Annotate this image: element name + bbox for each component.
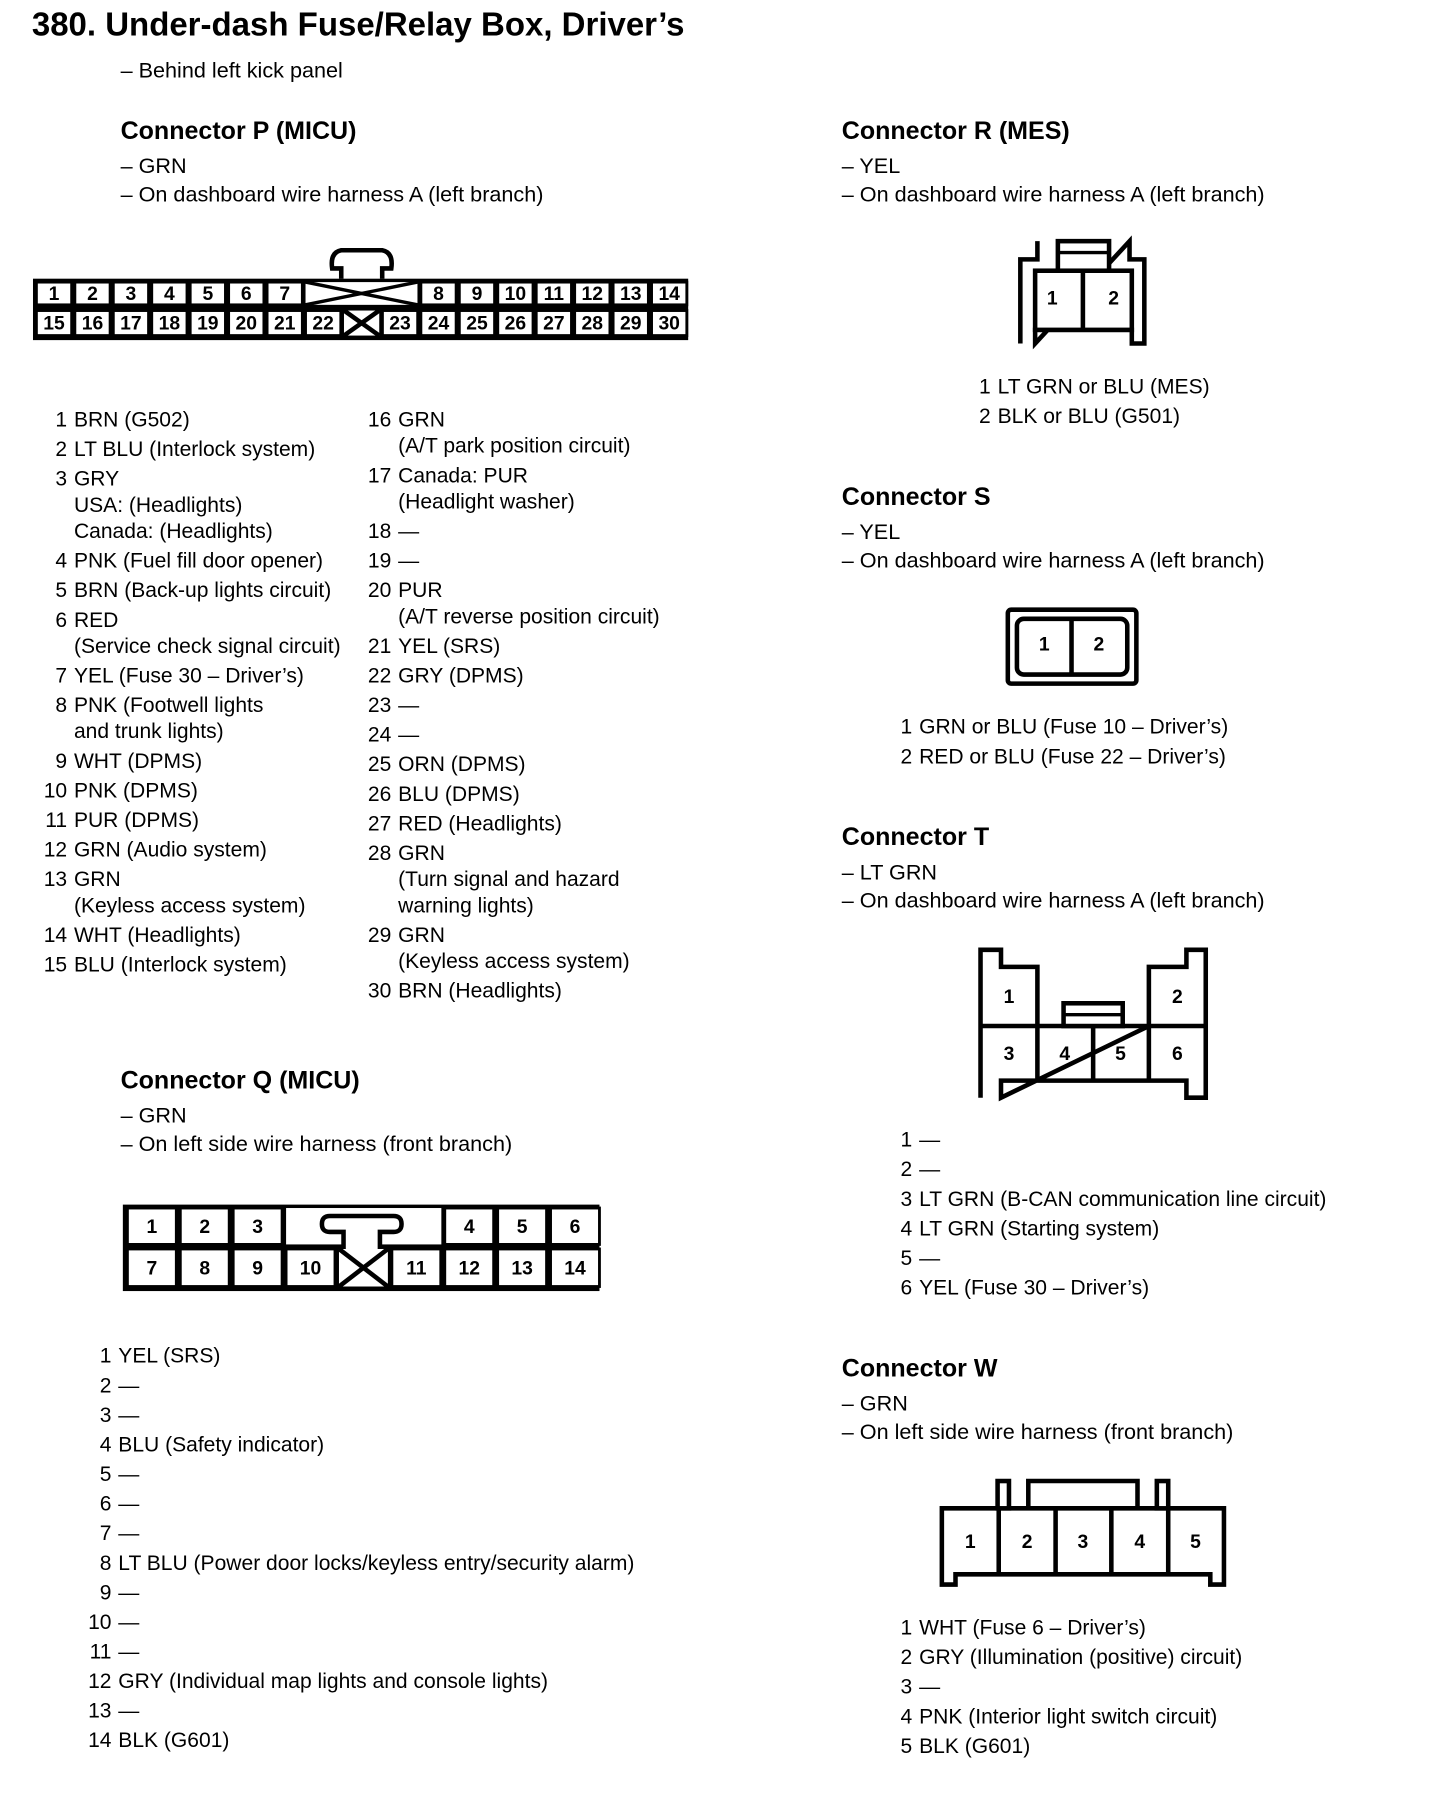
pin-label: 24 bbox=[427, 313, 450, 335]
pin-description: — bbox=[118, 1372, 140, 1397]
connector-s-color: – YEL bbox=[841, 520, 901, 545]
pin-number: 8 bbox=[99, 1550, 112, 1575]
connector-t-heading: Connector T bbox=[841, 822, 990, 851]
pin-number: 19 bbox=[367, 548, 392, 573]
pin-label: 18 bbox=[158, 313, 181, 335]
pin-label: 12 bbox=[458, 1258, 480, 1280]
pin-label: 27 bbox=[543, 313, 565, 335]
pin-number: 13 bbox=[43, 866, 68, 891]
pin-label: 20 bbox=[235, 313, 258, 335]
connector-q-heading: Connector Q (MICU) bbox=[120, 1065, 360, 1095]
pin-description: — bbox=[398, 692, 420, 717]
pin-label: 14 bbox=[564, 1258, 586, 1280]
pin-description: PNK (Fuel fill door opener) bbox=[73, 548, 324, 573]
pin-number: 16 bbox=[367, 407, 392, 432]
pin-label: 10 bbox=[299, 1258, 322, 1280]
pin-description: — bbox=[118, 1461, 140, 1486]
pin-number: 30 bbox=[367, 978, 392, 1003]
pin-number: 7 bbox=[99, 1520, 112, 1545]
pin-description: BLU (Safety indicator) bbox=[118, 1432, 325, 1456]
pin-label: 22 bbox=[312, 313, 334, 335]
pin-number: 9 bbox=[99, 1579, 112, 1604]
pin-label: 16 bbox=[81, 313, 104, 335]
pin-number: 2 bbox=[900, 1644, 913, 1669]
pin-number: 1 bbox=[900, 714, 913, 739]
pin-label: 17 bbox=[120, 313, 142, 335]
pin-label: 2 bbox=[1021, 1531, 1033, 1553]
pin-label: 26 bbox=[504, 313, 527, 335]
pin-description: RED (Headlights) bbox=[398, 811, 562, 835]
pin-label: 10 bbox=[504, 284, 527, 306]
pin-number: 2 bbox=[900, 743, 913, 768]
pin-label: 23 bbox=[389, 313, 411, 335]
pin-label: 14 bbox=[658, 284, 680, 306]
pin-description: RED bbox=[73, 607, 119, 632]
pin-description: — bbox=[919, 1674, 941, 1699]
pin-list-item bbox=[900, 1644, 1243, 1670]
pin-description: — bbox=[398, 722, 420, 747]
pin-description: PNK (Interior light switch circuit) bbox=[919, 1703, 1218, 1728]
pin-label: 9 bbox=[471, 284, 483, 306]
pin-number: 20 bbox=[367, 577, 392, 602]
pin-label: 6 bbox=[569, 1216, 581, 1238]
pin-label: 15 bbox=[43, 313, 65, 335]
pin-label: 1 bbox=[1038, 634, 1050, 656]
pin-description: and trunk lights) bbox=[73, 718, 224, 743]
pin-description: (A/T park position circuit) bbox=[398, 433, 631, 458]
pin-number: 8 bbox=[55, 692, 68, 717]
pin-label: 6 bbox=[1171, 1043, 1183, 1065]
pin-description: RED or BLU (Fuse 22 – Driver’s) bbox=[919, 743, 1226, 768]
pin-label: 4 bbox=[1059, 1043, 1071, 1065]
pin-description: — bbox=[118, 1609, 140, 1634]
pin-number: 1 bbox=[900, 1615, 913, 1640]
pin-number: 1 bbox=[99, 1343, 112, 1368]
pin-description: WHT (DPMS) bbox=[73, 748, 203, 773]
pin-number: 14 bbox=[43, 922, 68, 947]
pin-label: 7 bbox=[279, 284, 291, 306]
pin-description: Canada: (Headlights) bbox=[73, 518, 273, 543]
pin-label: 2 bbox=[199, 1216, 211, 1238]
pin-number: 4 bbox=[99, 1432, 112, 1456]
pin-description: BLU (DPMS) bbox=[398, 781, 520, 806]
pin-description: — bbox=[118, 1402, 140, 1427]
pin-description: LT GRN or BLU (MES) bbox=[997, 374, 1210, 399]
pin-label: 3 bbox=[1003, 1043, 1015, 1065]
pin-number: 15 bbox=[43, 952, 68, 976]
pin-number: 5 bbox=[55, 577, 68, 602]
pin-label: 2 bbox=[87, 284, 98, 306]
pin-description: PUR (DPMS) bbox=[73, 807, 200, 832]
pin-description: BRN (Headlights) bbox=[398, 978, 562, 1003]
pin-number: 3 bbox=[99, 1402, 112, 1427]
pin-list-item bbox=[900, 1703, 1242, 1729]
pin-label: 21 bbox=[273, 313, 296, 335]
pin-number: 3 bbox=[900, 1674, 913, 1699]
pin-number: 10 bbox=[43, 778, 68, 802]
pin-label: 11 bbox=[543, 284, 565, 306]
pin-label: 13 bbox=[511, 1258, 533, 1280]
pin-label: 3 bbox=[1077, 1531, 1089, 1553]
pin-description: LT GRN (B-CAN communication line circuit) bbox=[919, 1186, 1327, 1211]
pin-label: 2 bbox=[1093, 634, 1105, 656]
pin-number: 22 bbox=[367, 663, 392, 688]
pin-description: (Keyless access system) bbox=[398, 948, 630, 973]
pin-number: 14 bbox=[88, 1727, 112, 1752]
pin-number: 24 bbox=[367, 722, 392, 747]
pin-label: 7 bbox=[146, 1258, 158, 1280]
connector-p-location: – On dashboard wire harness A (left branch) bbox=[120, 183, 544, 208]
pin-list-item bbox=[900, 1673, 1242, 1699]
pin-description: GRN (Audio system) bbox=[73, 837, 267, 862]
pin-description: LT GRN (Starting system) bbox=[919, 1215, 1160, 1240]
pin-number: 21 bbox=[367, 633, 392, 658]
pin-number: 4 bbox=[900, 1215, 913, 1240]
connector-w-color: – GRN bbox=[841, 1392, 908, 1417]
pin-label: 30 bbox=[658, 313, 680, 335]
pin-description: (Turn signal and hazard bbox=[398, 866, 620, 891]
pin-description: (Service check signal circuit) bbox=[73, 633, 341, 658]
pin-label: 4 bbox=[1134, 1531, 1146, 1553]
pin-label: 5 bbox=[516, 1216, 528, 1238]
connector-r-location: – On dashboard wire harness A (left branch) bbox=[841, 183, 1265, 208]
pin-number: 18 bbox=[367, 518, 392, 543]
pin-label: 6 bbox=[240, 284, 252, 306]
pin-label: 13 bbox=[619, 284, 642, 306]
connector-q-location: – On left side wire harness (front branch) bbox=[120, 1132, 513, 1157]
page-title: 380. Under-dash Fuse/Relay Box, Driver’s bbox=[31, 6, 685, 44]
pin-description: — bbox=[919, 1127, 941, 1152]
pin-number: 27 bbox=[367, 811, 392, 835]
pin-description: YEL (SRS) bbox=[118, 1343, 221, 1368]
pin-label: 8 bbox=[433, 284, 444, 306]
pin-number: 5 bbox=[99, 1461, 112, 1486]
pin-label: 1 bbox=[146, 1216, 158, 1238]
pin-description: GRY (Individual map lights and console lights) bbox=[118, 1668, 548, 1693]
pin-list-item bbox=[900, 1614, 1242, 1640]
pin-description: (Headlight washer) bbox=[398, 489, 575, 514]
pin-number: 13 bbox=[88, 1698, 112, 1723]
pin-label: 11 bbox=[406, 1258, 427, 1280]
connector-t-location: – On dashboard wire harness A (left branch) bbox=[841, 889, 1265, 914]
pin-number: 6 bbox=[55, 607, 68, 632]
pin-number: 4 bbox=[55, 548, 68, 573]
pin-description: warning lights) bbox=[398, 892, 534, 917]
pin-description: — bbox=[118, 1520, 140, 1545]
pin-description: GRN or BLU (Fuse 10 – Driver’s) bbox=[919, 714, 1229, 739]
pin-number: 6 bbox=[99, 1491, 112, 1516]
pin-number: 23 bbox=[367, 692, 392, 717]
pin-label: 28 bbox=[581, 313, 604, 335]
pin-description: — bbox=[118, 1579, 140, 1604]
pin-number: 26 bbox=[367, 781, 392, 806]
pin-description: LT BLU (Interlock system) bbox=[73, 436, 316, 461]
pin-description: (A/T reverse position circuit) bbox=[398, 604, 660, 628]
pin-description: PNK (DPMS) bbox=[73, 778, 198, 802]
pin-label: 5 bbox=[1190, 1531, 1201, 1553]
pin-label: 19 bbox=[197, 313, 219, 335]
pin-number: 29 bbox=[367, 922, 392, 947]
connector-p-heading: Connector P (MICU) bbox=[120, 116, 357, 145]
pin-description: — bbox=[118, 1698, 140, 1723]
page-subtitle: – Behind left kick panel bbox=[120, 59, 343, 84]
pin-description: ORN (DPMS) bbox=[398, 751, 526, 776]
pin-description: BLK (G601) bbox=[919, 1733, 1031, 1758]
pin-number: 17 bbox=[367, 462, 392, 487]
pin-description: PNK (Footwell lights bbox=[73, 692, 264, 717]
pin-label: 9 bbox=[252, 1258, 264, 1280]
pin-number: 2 bbox=[900, 1156, 913, 1181]
pin-description: Canada: PUR bbox=[398, 462, 528, 487]
pin-number: 28 bbox=[367, 840, 392, 865]
pin-number: 1 bbox=[979, 374, 991, 399]
pin-description: WHT (Headlights) bbox=[73, 922, 241, 947]
pin-description: BRN (Back-up lights circuit) bbox=[73, 577, 332, 602]
connector-w-heading: Connector W bbox=[841, 1353, 998, 1383]
pin-label: 4 bbox=[463, 1216, 475, 1238]
connector-s-heading: Connector S bbox=[841, 482, 991, 511]
pin-label: 3 bbox=[252, 1216, 264, 1238]
pin-description: YEL (SRS) bbox=[398, 633, 501, 658]
connector-q-color: – GRN bbox=[120, 1104, 187, 1129]
pin-number: 11 bbox=[45, 807, 68, 832]
pin-description: GRN bbox=[398, 840, 445, 865]
pin-number: 6 bbox=[900, 1275, 913, 1300]
pin-number: 12 bbox=[43, 837, 68, 862]
pin-description: — bbox=[919, 1156, 941, 1181]
connector-s-location: – On dashboard wire harness A (left branch) bbox=[841, 549, 1265, 574]
pin-number: 11 bbox=[89, 1639, 112, 1664]
pin-number: 5 bbox=[900, 1733, 913, 1758]
pin-label: 3 bbox=[125, 284, 137, 306]
pin-description: YEL (Fuse 30 – Driver’s) bbox=[73, 663, 304, 688]
pin-label: 29 bbox=[619, 313, 642, 335]
pin-description: — bbox=[118, 1491, 140, 1516]
pin-label: 1 bbox=[964, 1531, 976, 1553]
pin-number: 3 bbox=[900, 1186, 913, 1211]
pin-label: 2 bbox=[1108, 288, 1119, 310]
pin-description: LT BLU (Power door locks/keyless entry/security alarm) bbox=[118, 1550, 635, 1575]
pin-label: 1 bbox=[48, 284, 60, 306]
pin-description: BLK (G601) bbox=[118, 1727, 230, 1752]
connector-r-color: – YEL bbox=[841, 154, 901, 179]
pin-label: 1 bbox=[1003, 987, 1015, 1009]
pin-description: — bbox=[118, 1639, 140, 1664]
pin-description: GRN bbox=[398, 407, 445, 432]
pin-label: 8 bbox=[199, 1258, 211, 1280]
connector-w-pin-list bbox=[900, 1614, 1243, 1762]
pin-label: 1 bbox=[1046, 288, 1058, 310]
pin-number: 2 bbox=[99, 1372, 112, 1397]
pin-number: 5 bbox=[900, 1245, 913, 1270]
pin-description: BRN (G502) bbox=[73, 407, 190, 432]
pin-label: 5 bbox=[202, 284, 214, 306]
pin-description: — bbox=[919, 1245, 941, 1270]
pin-description: GRN bbox=[73, 866, 121, 891]
pin-description: — bbox=[398, 548, 420, 573]
pin-label: 12 bbox=[581, 284, 604, 306]
pin-label: 5 bbox=[1115, 1043, 1126, 1065]
pin-number: 2 bbox=[979, 403, 991, 428]
pin-description: GRY (Illumination (positive) circuit) bbox=[919, 1644, 1243, 1669]
pin-number: 4 bbox=[900, 1703, 913, 1728]
pin-description: — bbox=[398, 518, 420, 543]
connector-r-heading: Connector R (MES) bbox=[841, 116, 1070, 145]
pin-number: 2 bbox=[55, 436, 68, 461]
pin-description: GRY (DPMS) bbox=[398, 663, 524, 688]
pin-description: GRY bbox=[73, 466, 120, 491]
connector-t-color: – LT GRN bbox=[841, 861, 938, 885]
pin-description: WHT (Fuse 6 – Driver’s) bbox=[919, 1615, 1146, 1640]
pin-number: 3 bbox=[55, 466, 68, 491]
pin-label: 4 bbox=[163, 284, 175, 306]
connector-p-color: – GRN bbox=[120, 154, 187, 179]
pin-description: BLU (Interlock system) bbox=[73, 952, 287, 976]
pin-number: 12 bbox=[88, 1668, 112, 1693]
pin-list-item bbox=[900, 1732, 1242, 1758]
pin-label: 25 bbox=[466, 313, 488, 335]
connector-w-location: – On left side wire harness (front branch) bbox=[841, 1420, 1234, 1445]
pin-number: 1 bbox=[55, 407, 68, 432]
pin-number: 9 bbox=[55, 748, 68, 773]
pin-description: (Keyless access system) bbox=[73, 892, 306, 917]
pin-description: PUR bbox=[398, 577, 443, 602]
pin-description: USA: (Headlights) bbox=[73, 492, 243, 517]
pin-description: BLK or BLU (G501) bbox=[997, 403, 1181, 428]
pin-number: 1 bbox=[900, 1127, 913, 1152]
pin-number: 25 bbox=[367, 751, 392, 776]
pin-number: 7 bbox=[55, 663, 68, 688]
pin-number: 10 bbox=[88, 1609, 112, 1634]
pin-description: YEL (Fuse 30 – Driver’s) bbox=[919, 1275, 1150, 1300]
pin-label: 2 bbox=[1171, 987, 1183, 1009]
pin-description: GRN bbox=[398, 922, 445, 947]
